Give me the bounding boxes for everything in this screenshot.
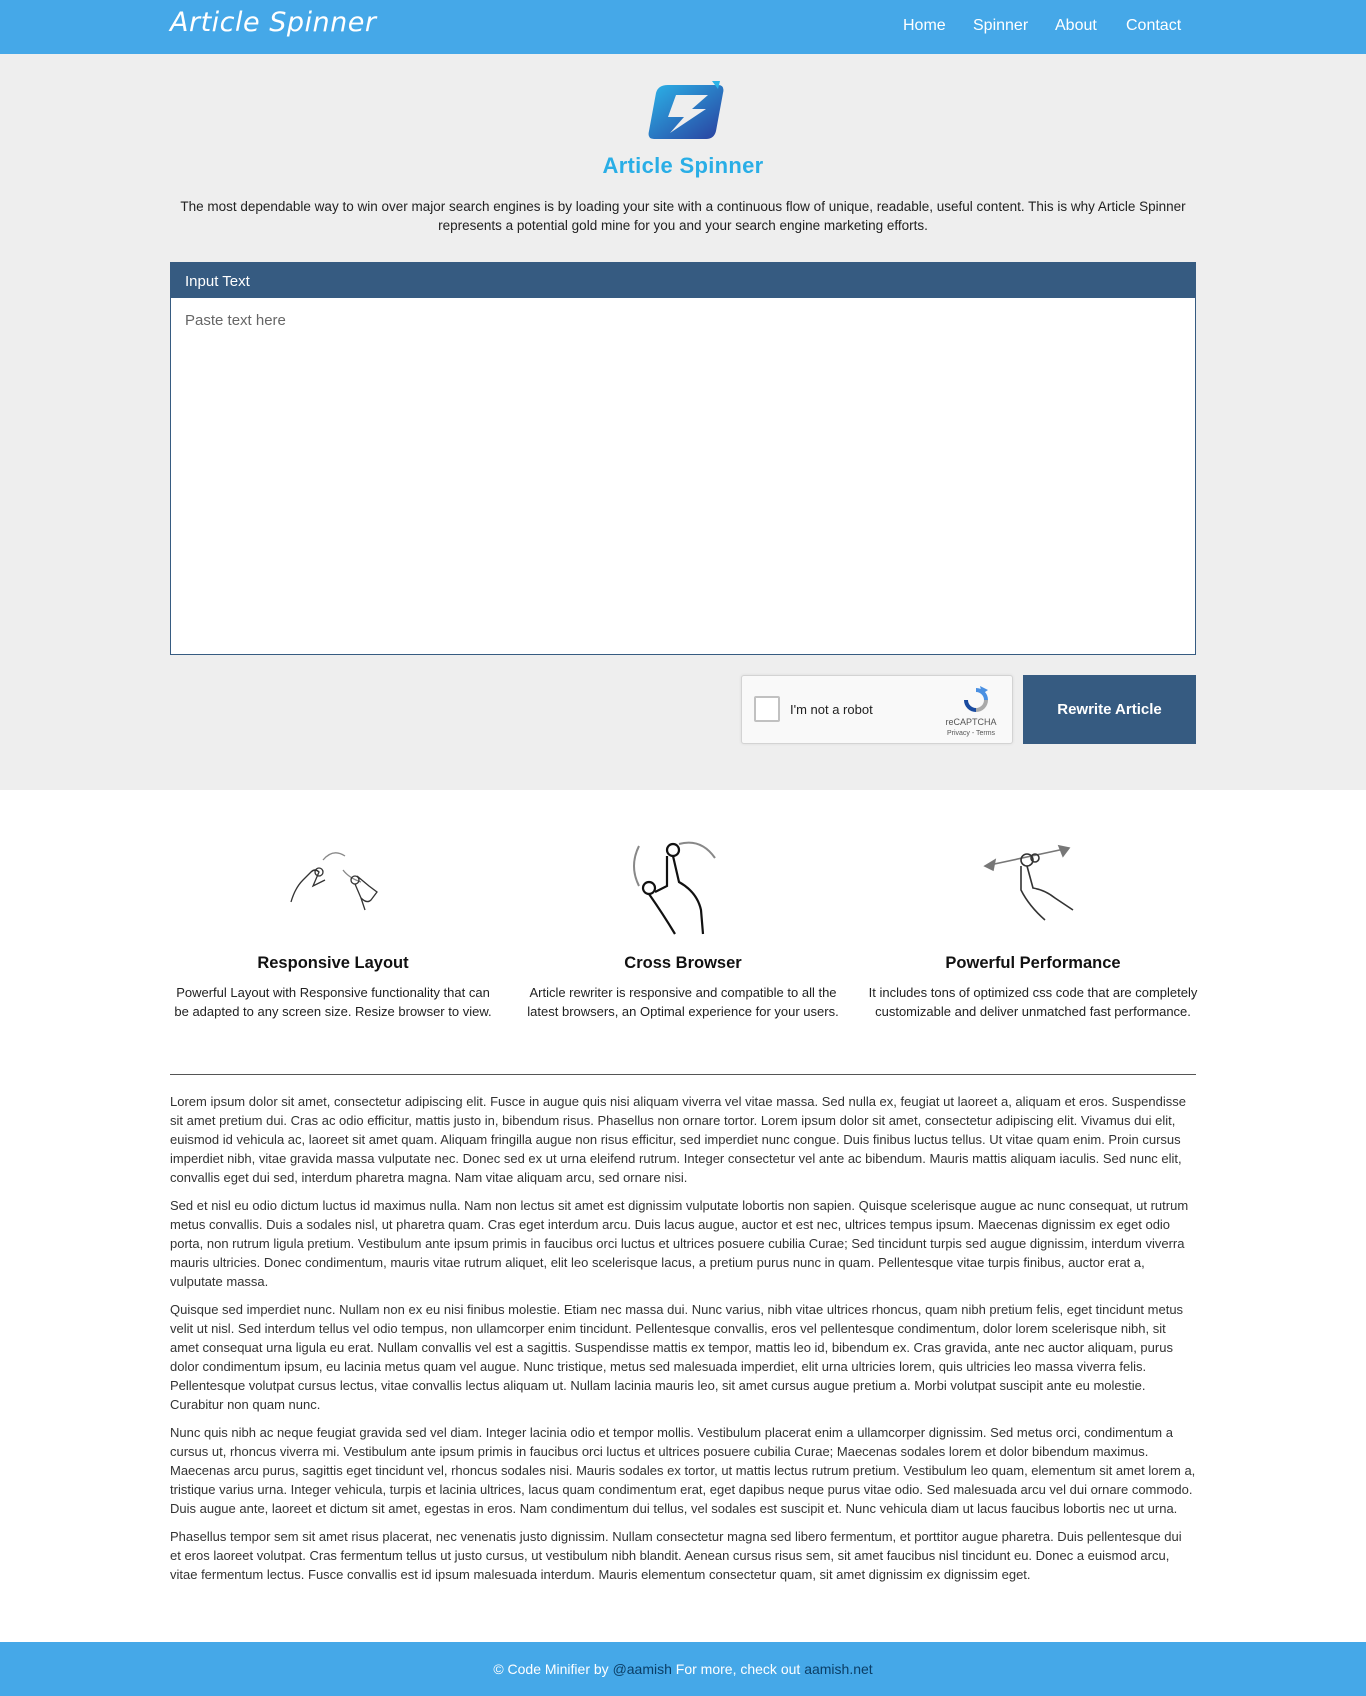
input-panel-heading: Input Text — [171, 263, 1195, 298]
footer-prefix: © Code Minifier by — [493, 1661, 613, 1677]
feature-title: Powerful Performance — [945, 954, 1121, 972]
feature-title: Cross Browser — [624, 954, 742, 972]
recaptcha-terms-link[interactable]: Privacy - Terms — [946, 730, 996, 737]
feature-cross-browser — [518, 830, 848, 1019]
content-paragraph: Phasellus tempor sem sit amet risus placerat, nec venenatis justo dignissim. Nullam consectetur magna sed libero fermentum, et porttitor augue pharetra. Duis pellentesque dui et eros laoreet volutpat. Cras fermentum tellus ut justo cursus, ut vestibulum nibh blandit. Aenean cursus risus sem, sit amet faucibus nisl tincidunt eu. Donec a euismod arcu, vitae fermentum lectus. Fusce convallis est id ipsum malesuada interdum. Mauris elementum consectetur quam, sit amet dignissim ex dignissim eget. — [170, 1529, 1182, 1582]
feature-responsive — [168, 830, 498, 1019]
recaptcha-label: I'm not a robot — [790, 702, 873, 717]
rewrite-article-button[interactable]: Rewrite Article — [1023, 675, 1196, 744]
content-body — [170, 1092, 1196, 1593]
navbar — [0, 0, 1366, 54]
footer-author-link[interactable]: @aamish — [612, 1661, 672, 1677]
nav-home[interactable]: Home — [903, 17, 946, 34]
content-paragraph: Lorem ipsum dolor sit amet, consectetur adipiscing elit. Fusce in augue quis nisi aliquam viverra vel vitae massa. Sed nulla ex, feugiat ut laoreet a, aliquam et eros. Suspendisse sit amet pretium dui. Cras ac odio efficitur, mattis justo in, bibendum risus. Phasellus non ornare tortor. Lorem ipsum dolor sit amet, consectetur adipiscing elit. Vivamus dui elit, euismod id vehicula ac, laoreet sit amet quam. Aliquam fringilla augue non risus efficitur, sed imperdiet nunc congue. Duis finibus luctus tellus. Ut vitae quam enim. Proin cursus imperdiet nibh, vitae gravida massa vulputate nec. Donec sed ex ut urna eleifend rutrum. Integer consectetur vel ante ac bibendum. Mauris mattis aliquam iaculis. Sed nunc elit, convallis eget dui sed, interdum pharetra magna. Nam vitae aliquam arcu, sed ornare nisi. — [170, 1094, 1186, 1185]
recaptcha-checkbox[interactable] — [754, 696, 780, 722]
content-paragraph: Nunc quis nibh ac neque feugiat gravida sed vel diam. Integer lacinia odio et tempor mollis. Vestibulum placerat enim a ullamcorper dignissim. Sed metus orci, condimentum a cursus ut, rhoncus viverra mi. Vestibulum ante ipsum primis in faucibus orci luctus et ultrices posuere cubilia Curae; Maecenas sodales lorem et dolor bibendum maximus. Maecenas arcu purus, sagittis eget tincidunt vel, rhoncus sodales nisi. Mauris sodales ex tortor, ut mattis lectus rutrum pretium. Vestibulum leo quam, elementum sit amet lorem a, tristique varius urna. Integer vehicula, turpis et lacinia ultrices, lacus quam condimentum erat, eget dapibus neque purus vitae odio. Sed malesuada arcu vel dui ornare commodo. Duis augue ante, laoreet et dictum sit amet, egestas in eros. Nam condimentum dui tellus, vel sodales est suscipit et. Nunc vehicula diam ut lacus faucibus lobortis nec ut urna. — [170, 1425, 1196, 1516]
section-divider — [170, 1074, 1196, 1075]
feature-desc: It includes tons of optimized css code that are completely customizable and deliver unmatched fast performance. — [868, 985, 1198, 1019]
nav-spinner[interactable]: Spinner — [973, 17, 1029, 34]
recaptcha-widget — [741, 675, 1013, 744]
footer-middle: For more, check out — [671, 1661, 805, 1677]
footer — [0, 1642, 1366, 1696]
intro-text: The most dependable way to win over major search engines is by loading your site with a continuous flow of unique, readable, useful content. This is why Article Spinner represents a potential gold mine for you and your search engine marketing efforts. — [180, 199, 1186, 233]
brand-logo[interactable]: Article Spinner — [170, 7, 377, 38]
nav-about[interactable]: About — [1055, 17, 1097, 34]
feature-desc: Powerful Layout with Responsive functionality that can be adapted to any screen size. Resize browser to view. — [174, 985, 492, 1019]
rotate-gesture-icon — [623, 830, 743, 942]
content-paragraph: Quisque sed imperdiet nunc. Nullam non ex eu nisi finibus molestie. Etiam nec massa dui. Nunc varius, nibh vitae ultrices rhoncus, quam nibh pretium felis, eget tincidunt metus velit ut nisl. Sed interdum tellus vel odio tempus, non ullamcorper enim tincidunt. Pellentesque convallis, eros vel pellentesque condimentum, dolor lorem scelerisque nibh, sit amet consequat urna ligula eu erat. Nullam convallis vel est a sagittis. Suspendisse mattis ex tempor, mattis leo id, bibendum ex. Cras gravida, ante nec auctor aliquam, purus dolor condimentum ipsum, eu lacinia metus quam vel augue. Nunc tristique, metus sed malesuada imperdiet, elit urna ultricies lorem, quis ultricies leo massa viverra felis. Pellentesque volutpat cursus lectus, vitae convallis lectus aliquam ut. Nullam lacinia mauris leo, sit amet cursus augue pretium a. Morbi volutpat suscipit ante eu molestie. Curabitur non quam nunc. — [170, 1302, 1184, 1412]
feature-desc: Article rewriter is responsive and compatible to all the latest browsers, an Optimal experience for your users. — [527, 985, 839, 1019]
recaptcha-icon — [960, 684, 992, 716]
footer-site-link[interactable]: aamish.net — [804, 1661, 873, 1677]
input-panel — [170, 262, 1196, 655]
nav-contact[interactable]: Contact — [1126, 17, 1182, 34]
swipe-gesture-icon — [973, 830, 1093, 926]
article-input[interactable] — [171, 298, 1195, 654]
hero-section — [0, 54, 1366, 790]
recaptcha-brand: reCAPTCHA — [945, 717, 997, 727]
pinch-gesture-icon — [273, 830, 393, 920]
feature-title: Responsive Layout — [257, 954, 409, 972]
feature-performance — [868, 830, 1198, 1019]
content-paragraph: Sed et nisl eu odio dictum luctus id maximus nulla. Nam non lectus sit amet est dignissim vulputate lobortis non sapien. Quisque scelerisque augue ac nunc consequat, ut rutrum metus convallis. Duis a sodales nisl, ut pharetra quam. Cras eget interdum arcu. Duis lacus augue, auctor et est nec, ultrices tempus ipsum. Maecenas dignissim ex eget odio porta, non rutrum ligula pretium. Vestibulum ante ipsum primis in faucibus orci luctus et ultrices posuere cubilia Curae; Sed tincidunt turpis sed augue dignissim, interdum viverra mauris ultricies. Donec condimentum, mauris vitae rutrum aliquet, elit leo scelerisque lacus, a pretium purus nunc in quam. Pellentesque vitae turpis finibus, auctor erat a, vulputate massa. — [170, 1198, 1189, 1289]
logo-title: Article Spinner — [602, 153, 764, 178]
